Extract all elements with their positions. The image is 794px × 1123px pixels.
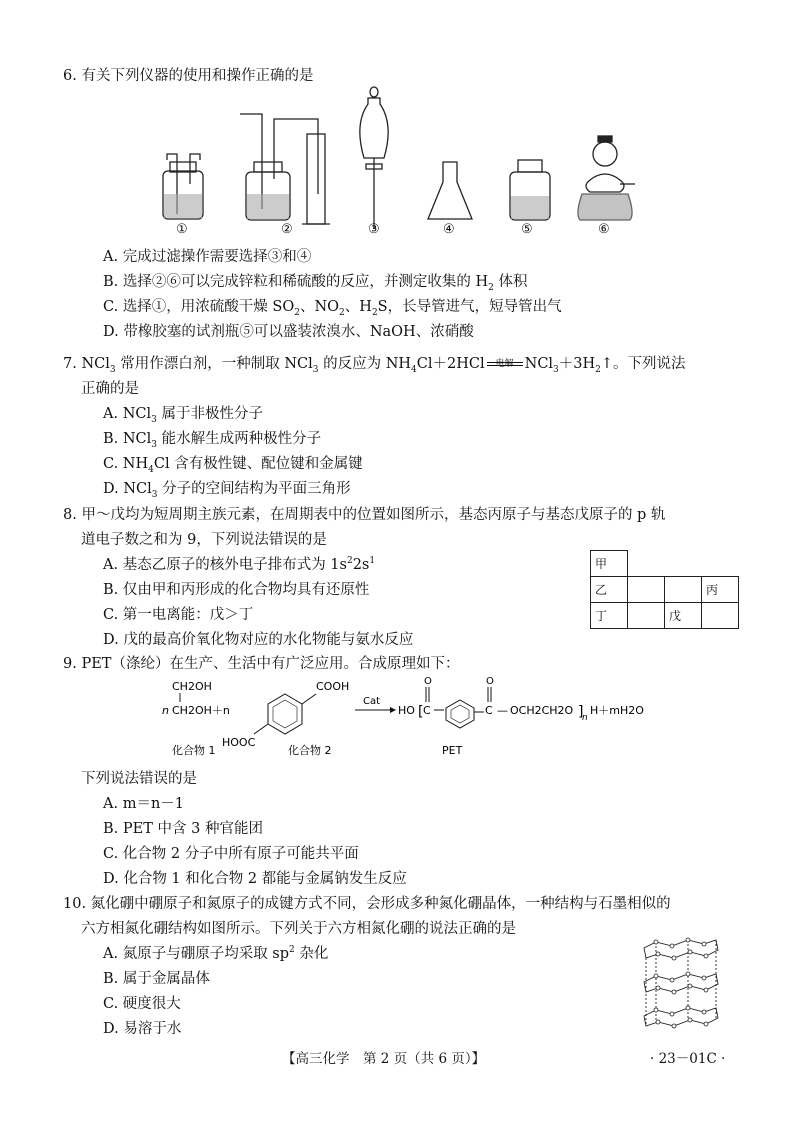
scheme-cat: Cat	[363, 696, 381, 707]
apparatus-4-icon	[428, 162, 472, 219]
apparatus-5-icon	[510, 160, 550, 220]
q6-stem: 6. 有关下列仪器的使用和操作正确的是	[63, 68, 314, 84]
scheme-ch2oh-bottom: CH2OH＋n	[172, 704, 230, 717]
scheme-tail: OCH2CH2O	[510, 704, 574, 717]
q6-option-d: D. 带橡胶塞的试剂瓶⑤可以盛装浓溴水、NaOH、浓硝酸	[103, 324, 474, 340]
q9-option-a: A. m＝n－1	[103, 796, 185, 812]
scheme-ho: HO	[398, 704, 415, 717]
q6-option-c: C. 选择①，用浓硫酸干燥 $SO_2$、$NO_2$、$H_2S$，长导管进气，短导管出气	[103, 299, 562, 318]
q8-option-a: A. 基态乙原子的核外电子排布式为 $1s^22s^1$	[103, 556, 376, 573]
cell-bing: 丙	[702, 577, 739, 603]
q8-stem-line2: 道电子数之和为 9，下列说法错误的是	[81, 532, 327, 548]
cell-ding: 丁	[591, 603, 628, 629]
q9-stem-line2: 下列说法错误的是	[81, 771, 197, 787]
apparatus-label-5: ⑤	[521, 222, 533, 237]
q10-option-b: B. 属于金属晶体	[103, 971, 210, 987]
caption-compound-1: 化合物 1	[172, 744, 216, 757]
q9-stem: 9. PET（涤纶）在生产、生活中有广泛应用。合成原理如下：	[63, 656, 460, 672]
q7-stem-line2: 正确的是	[81, 381, 139, 397]
scheme-cooh: COOH	[316, 680, 350, 693]
q10-option-a: A. 氮原子与硼原子均采取 $sp^2$ 杂化	[103, 945, 329, 962]
apparatus-2-icon	[240, 114, 330, 224]
cell-yi: 乙	[591, 577, 628, 603]
q6-apparatus-figure	[150, 84, 650, 244]
scheme-n: n	[162, 704, 169, 717]
q9-option-d: D. 化合物 1 和化合物 2 都能与金属钠发生反应	[103, 871, 407, 887]
scheme-o1: O	[424, 676, 432, 687]
q7-option-c: C. $NH_4Cl$ 含有极性键、配位键和金属键	[103, 456, 363, 475]
caption-pet: PET	[442, 744, 463, 757]
apparatus-label-1: ①	[176, 222, 188, 237]
svg-text:[: [	[418, 704, 424, 720]
boron-nitride-structure-figure	[636, 936, 726, 1036]
svg-text:C: C	[423, 704, 431, 717]
q8-option-b: B. 仅由甲和丙形成的化合物均具有还原性	[103, 582, 370, 598]
footer-page-info: 【高三化学 第 2 页（共 6 页）】	[282, 1051, 486, 1067]
q8-option-d: D. 戊的最高价氧化物对应的水化物能与氨水反应	[103, 632, 414, 648]
apparatus-label-4: ④	[443, 222, 455, 237]
q9-option-c: C. 化合物 2 分子中所有原子可能共平面	[103, 846, 359, 862]
q7-option-a: A. NCl$_3$ 属于非极性分子	[103, 406, 263, 425]
q6-option-a: A. 完成过滤操作需要选择③和④	[103, 249, 312, 265]
apparatus-1-icon	[163, 154, 203, 219]
pet-ring	[434, 700, 484, 728]
q10-option-d: D. 易溶于水	[103, 1021, 182, 1037]
svg-text:—: —	[497, 704, 508, 717]
apparatus-3-icon	[360, 87, 388, 229]
scheme-hooc: HOOC	[222, 736, 256, 749]
q7-option-b: B. NCl$_3$ 能水解生成两种极性分子	[103, 431, 322, 450]
apparatus-label-6: ⑥	[598, 222, 610, 237]
scheme-o2: O	[486, 676, 494, 687]
q6-option-b: B. 选择②⑥可以完成锌粒和稀硫酸的反应，并测定收集的 $H_2$ 体积	[103, 274, 528, 293]
svg-text:]: ]	[578, 704, 584, 720]
q10-stem-line2: 六方相氮化硼结构如图所示。下列关于六方相氮化硼的说法正确的是	[81, 921, 516, 937]
q9-reaction-scheme	[150, 672, 670, 762]
apparatus-label-3: ③	[368, 222, 380, 237]
periodic-table-fragment	[590, 550, 739, 629]
q9-option-b: B. PET 中含 3 种官能团	[103, 821, 263, 837]
q10-stem: 10. 氮化硼中硼原子和氮原子的成键方式不同，会形成多种氮化硼晶体，一种结构与石墨相似的	[63, 896, 671, 912]
apparatus-6-icon	[578, 136, 635, 220]
caption-compound-2: 化合物 2	[288, 744, 332, 757]
scheme-ch2oh-top: CH2OH	[172, 680, 212, 693]
scheme-n2: n	[582, 713, 588, 723]
cell-jia: 甲	[591, 551, 628, 577]
q7-stem: 7. NCl$_3$ 常用作漂白剂，一种制取 NCl$_3$ 的反应为 $NH_4Cl+2HCl$ 电解 $NCl_3+3H_2↑$。下列说法	[63, 356, 686, 375]
q7-arrow-label: 电解	[495, 359, 514, 369]
apparatus-label-2: ②	[281, 222, 293, 237]
q8-option-c: C. 第一电离能：戊＞丁	[103, 607, 254, 623]
scheme-end: H＋mH2O	[590, 704, 644, 717]
svg-text:C: C	[485, 704, 493, 717]
footer-code: · 23－01C ·	[650, 1051, 726, 1067]
q10-option-c: C. 硬度很大	[103, 996, 181, 1012]
terephthalic-acid-ring	[254, 694, 316, 734]
q7-option-d: D. NCl$_3$ 分子的空间结构为平面三角形	[103, 481, 351, 500]
cell-wu: 戊	[665, 603, 702, 629]
q8-stem: 8. 甲～戊均为短周期主族元素，在周期表中的位置如图所示，基态丙原子与基态戊原子的 p 轨	[63, 507, 666, 523]
